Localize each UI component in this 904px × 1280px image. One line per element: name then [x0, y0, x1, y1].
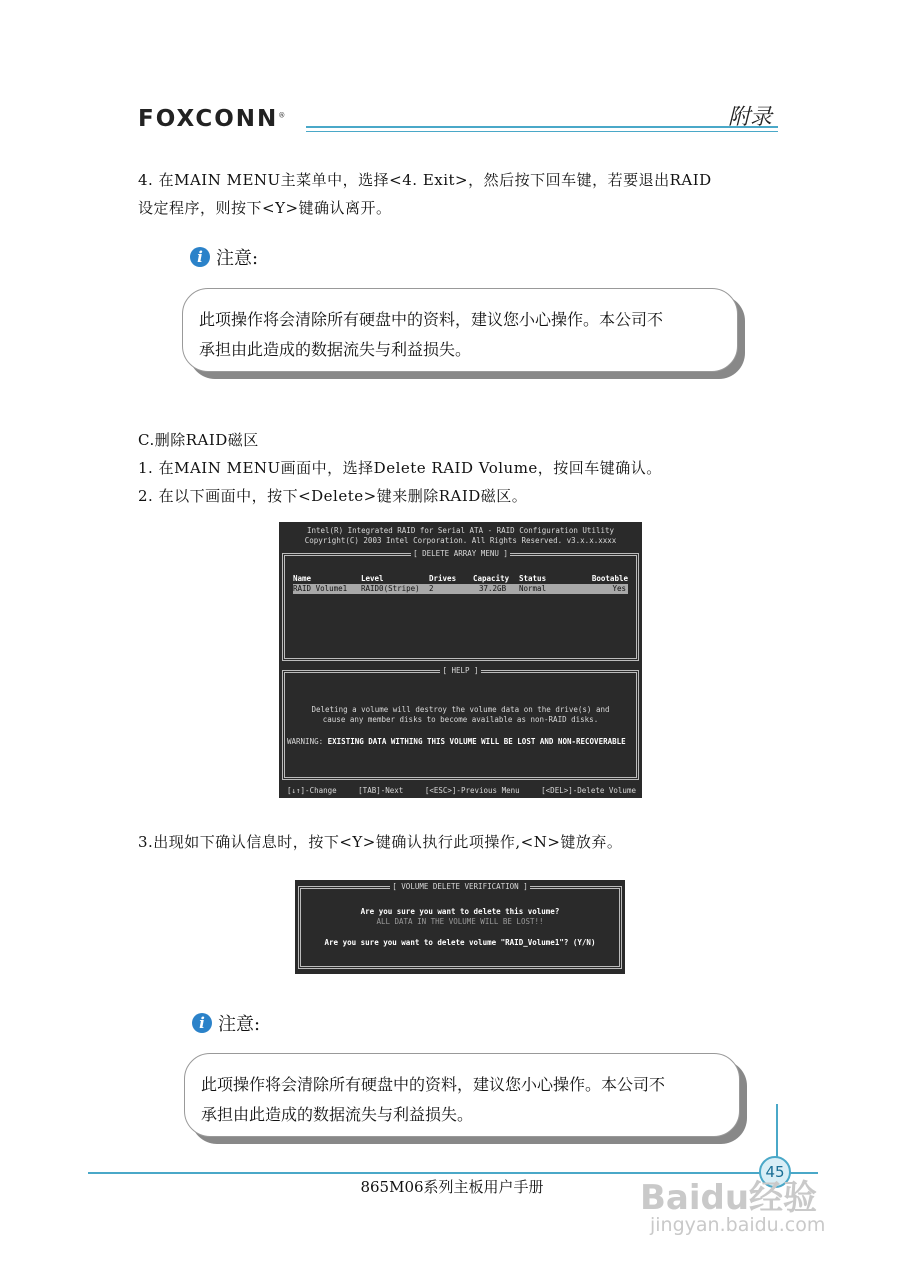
warning-line: WARNING: EXISTING DATA WITHING THIS VOLUME WILL BE LOST AND NON-RECOVERABLE [287, 737, 626, 746]
key-change: [↓↑]-Change [287, 786, 337, 795]
note2-line2: 承担由此造成的数据流失与利益损失。 [201, 1105, 474, 1124]
step4-paragraph [138, 166, 798, 222]
info-icon: i [192, 1013, 212, 1033]
bios-delete-verification-screen [295, 880, 625, 974]
note2-heading: i 注意: [192, 1010, 260, 1036]
section-c-step2: 2. 在以下画面中，按下<Delete>键来删除RAID磁区。 [138, 487, 528, 505]
manual-title: 865M06系列主板用户手册 [360, 1178, 544, 1196]
header-rule-thin [306, 131, 778, 132]
key-legend [287, 786, 636, 795]
note2-box [184, 1053, 740, 1137]
baidu-watermark: Baidu经验 [640, 1178, 818, 1218]
watermark-url: jingyan.baidu.com [650, 1214, 826, 1236]
note1-box [182, 288, 738, 372]
foxconn-logo: FOXCONN® [138, 106, 286, 132]
help-title: [ HELP ] [442, 666, 479, 675]
help-line2: cause any member disks to become available as non-RAID disks. [322, 715, 599, 724]
key-previous-menu: [<ESC>]-Previous Menu [424, 786, 520, 795]
verification-warning: ALL DATA IN THE VOLUME WILL BE LOST!! [376, 917, 544, 926]
section-title: 附录 [728, 105, 773, 130]
header-rule [306, 126, 778, 128]
step3-paragraph: 3.出现如下确认信息时，按下<Y>键确认执行此项操作,<N>键放弃。 [138, 833, 623, 851]
delete-array-menu-title: [ DELETE ARRAY MENU ] [413, 549, 508, 558]
volume-table-header: Name Level Drives Capacity Status Bootable [293, 574, 628, 583]
note2-line1: 此项操作将会清除所有硬盘中的资料，建议您小心操作。本公司不 [201, 1075, 666, 1094]
section-c-step1: 1. 在MAIN MENU画面中，选择Delete RAID Volume，按回车键确认。 [138, 459, 662, 477]
section-c-heading: C.删除RAID磁区 [138, 431, 259, 449]
help-panel [282, 666, 639, 780]
table-row[interactable]: RAID Volume1 RAID0(Stripe) 2 37.2GB Normal Yes [293, 584, 626, 593]
step4-line1: 4. 在MAIN MENU主菜单中，选择<4. Exit>，然后按下回车键，若要退出RAID [138, 171, 712, 189]
step4-line2: 设定程序，则按下<Y>键确认离开。 [138, 199, 392, 217]
page-number-badge: 45 [759, 1156, 791, 1188]
verification-title: [ VOLUME DELETE VERIFICATION ] [392, 882, 528, 891]
info-icon: i [190, 247, 210, 267]
verification-question: Are you sure you want to delete this volume? [360, 907, 560, 916]
section-c [138, 426, 798, 510]
verification-prompt[interactable]: Are you sure you want to delete volume "RAID_Volume1"? (Y/N) [324, 938, 596, 947]
note1-line1: 此项操作将会清除所有硬盘中的资料，建议您小心操作。本公司不 [199, 310, 664, 329]
bios-title-line1: Intel(R) Integrated RAID for Serial ATA - RAID Configuration Utility [306, 526, 615, 535]
verification-panel [298, 882, 622, 969]
key-next: [TAB]-Next [358, 786, 404, 795]
footer-vertical-rule [776, 1104, 778, 1160]
bios-title-line2: Copyright(C) 2003 Intel Corporation. All Rights Reserved. v3.x.x.xxxx [304, 536, 617, 545]
help-line1: Deleting a volume will destroy the volume data on the drive(s) and [311, 705, 610, 714]
delete-array-menu-panel [282, 549, 639, 661]
bios-delete-array-screen [279, 522, 642, 798]
note1-heading: i 注意: [190, 244, 258, 270]
note1-line2: 承担由此造成的数据流失与利益损失。 [199, 340, 472, 359]
key-delete-volume: [<DEL>]-Delete Volume [541, 786, 636, 795]
